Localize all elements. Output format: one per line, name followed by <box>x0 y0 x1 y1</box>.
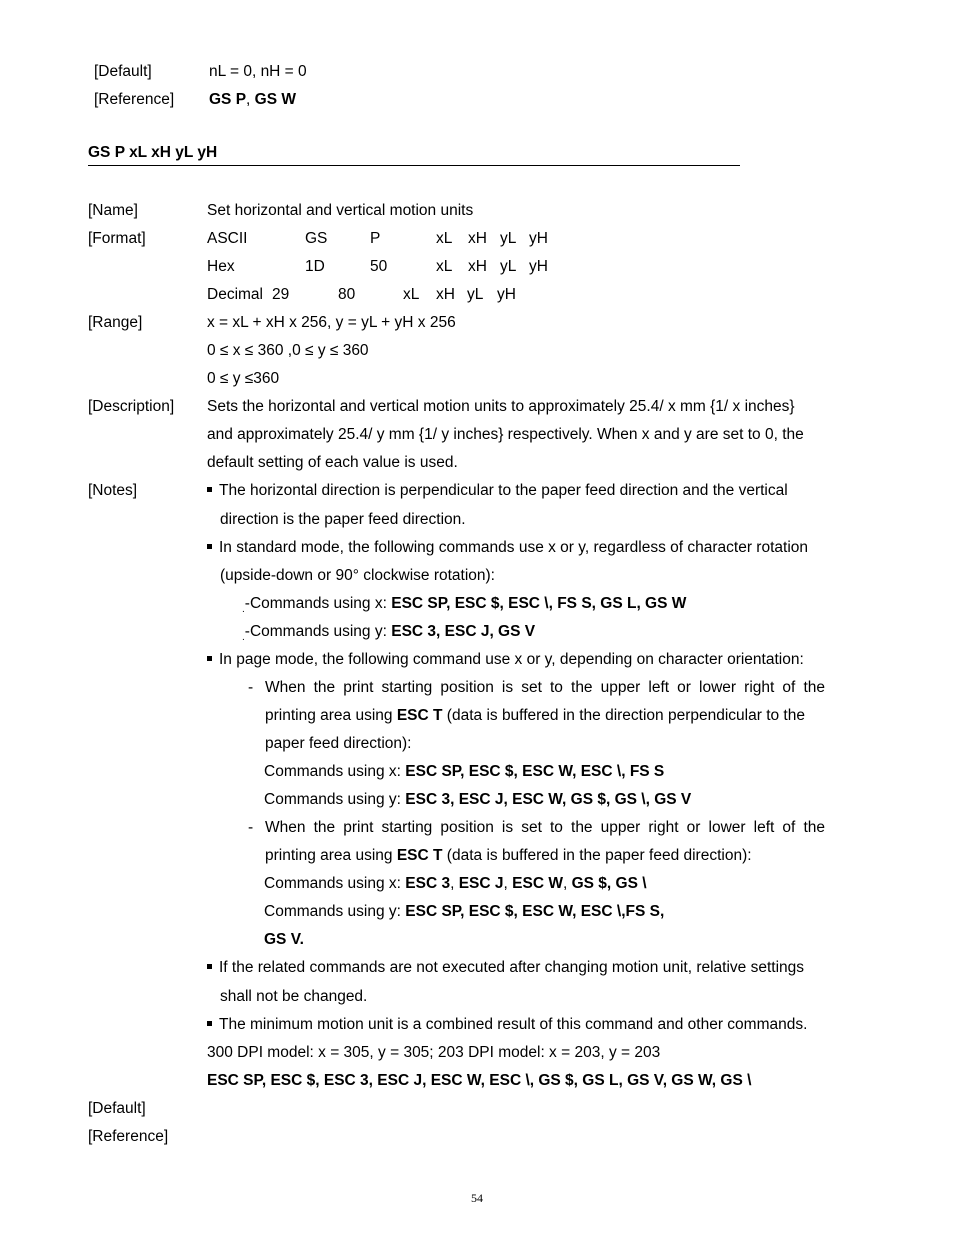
reference-label: [Reference] <box>94 91 175 108</box>
heading-rule <box>88 165 740 166</box>
description-line: default setting of each value is used. <box>207 454 458 471</box>
sub1-line: printing area using ESC T (data is buffered in the direction perpendicular to the <box>265 707 805 724</box>
description-line: Sets the horizontal and vertical motion units to approximately 25.4/ x mm {1/ x inches} <box>207 398 795 415</box>
name-label: [Name] <box>88 202 138 219</box>
sub2-commands-y-cont: GS V. <box>264 931 304 948</box>
default-value: nL = 0, nH = 0 <box>209 63 307 80</box>
bullet-icon <box>207 964 212 969</box>
note-item: The minimum motion unit is a combined result of this command and other commands. <box>207 1015 807 1035</box>
range-line: 0 ≤ y ≤360 <box>207 370 280 387</box>
page-number: 54 <box>471 1191 483 1205</box>
reference-label: [Reference] <box>88 1128 169 1145</box>
note-item-cont: shall not be changed. <box>220 988 368 1005</box>
note-item: In standard mode, the following commands use x or y, regardless of character rotation <box>207 538 808 558</box>
section-heading: GS P xL xH yL yH <box>88 144 218 161</box>
note-item-cont: (upside-down or 90° clockwise rotation): <box>220 567 495 584</box>
note-item: The horizontal direction is perpendicular to the paper feed direction and the vertical <box>207 481 788 501</box>
sub2-line: printing area using ESC T (data is buffered in the paper feed direction): <box>265 847 752 864</box>
reference-link-gs-w: GS W <box>254 91 297 108</box>
reference-value: GS P, GS W <box>209 91 297 108</box>
description-label: [Description] <box>88 398 175 415</box>
bullet-icon <box>207 1021 212 1026</box>
sub1-commands-x: Commands using x: ESC SP, ESC $, ESC W, ESC \, FS S <box>264 763 665 780</box>
bullet-icon <box>207 544 212 549</box>
sub1-line: paper feed direction): <box>265 735 412 752</box>
sub2-commands-x: Commands using x: ESC 3, ESC J, ESC W, GS $, GS \ <box>264 875 647 892</box>
bullet-icon <box>207 487 212 492</box>
range-line: 0 ≤ x ≤ 360 ,0 ≤ y ≤ 360 <box>207 342 369 359</box>
sub2-commands-y: Commands using y: ESC SP, ESC $, ESC W, ESC \,FS S, <box>264 903 665 920</box>
reference-link-gs-p: GS P <box>209 91 247 108</box>
dash-marker: - <box>248 819 254 836</box>
sub1-commands-y: Commands using y: ESC 3, ESC J, ESC W, GS $, GS \, GS V <box>264 791 692 808</box>
note-item-cont: direction is the paper feed direction. <box>220 511 466 528</box>
format-label: [Format] <box>88 230 146 247</box>
std-commands-y: $_.$-Commands using y: ESC 3, ESC J, GS V <box>242 623 536 643</box>
range-line: x = xL + xH x 256, y = yL + yH x 256 <box>207 314 456 331</box>
bullet-icon <box>207 656 212 661</box>
default-label: [Default] <box>88 1100 146 1117</box>
range-label: [Range] <box>88 314 143 331</box>
notes-label: [Notes] <box>88 482 138 499</box>
related-commands: ESC SP, ESC $, ESC 3, ESC J, ESC W, ESC \, GS $, GS L, GS V, GS W, GS \ <box>207 1072 752 1089</box>
note-item: If the related commands are not executed after changing motion unit, relative settings <box>207 958 804 978</box>
note-item: In page mode, the following command use x or y, depending on character orientation: <box>207 650 804 670</box>
sub2-line: When the print starting position is set to the upper right or lower left of the <box>265 819 825 836</box>
dash-marker: - <box>248 679 254 696</box>
dpi-line: 300 DPI model: x = 305, y = 305; 203 DPI model: x = 203, y = 203 <box>207 1044 661 1061</box>
std-commands-x: $_.$-Commands using x: ESC SP, ESC $, ESC \, FS S, GS L, GS W <box>242 595 687 615</box>
description-line: and approximately 25.4/ y mm {1/ y inches} respectively. When x and y are set to 0, the <box>207 426 804 443</box>
sub1-line: When the print starting position is set to the upper left or lower right of the <box>265 679 825 696</box>
name-value: Set horizontal and vertical motion units <box>207 202 474 219</box>
default-label: [Default] <box>94 63 152 80</box>
